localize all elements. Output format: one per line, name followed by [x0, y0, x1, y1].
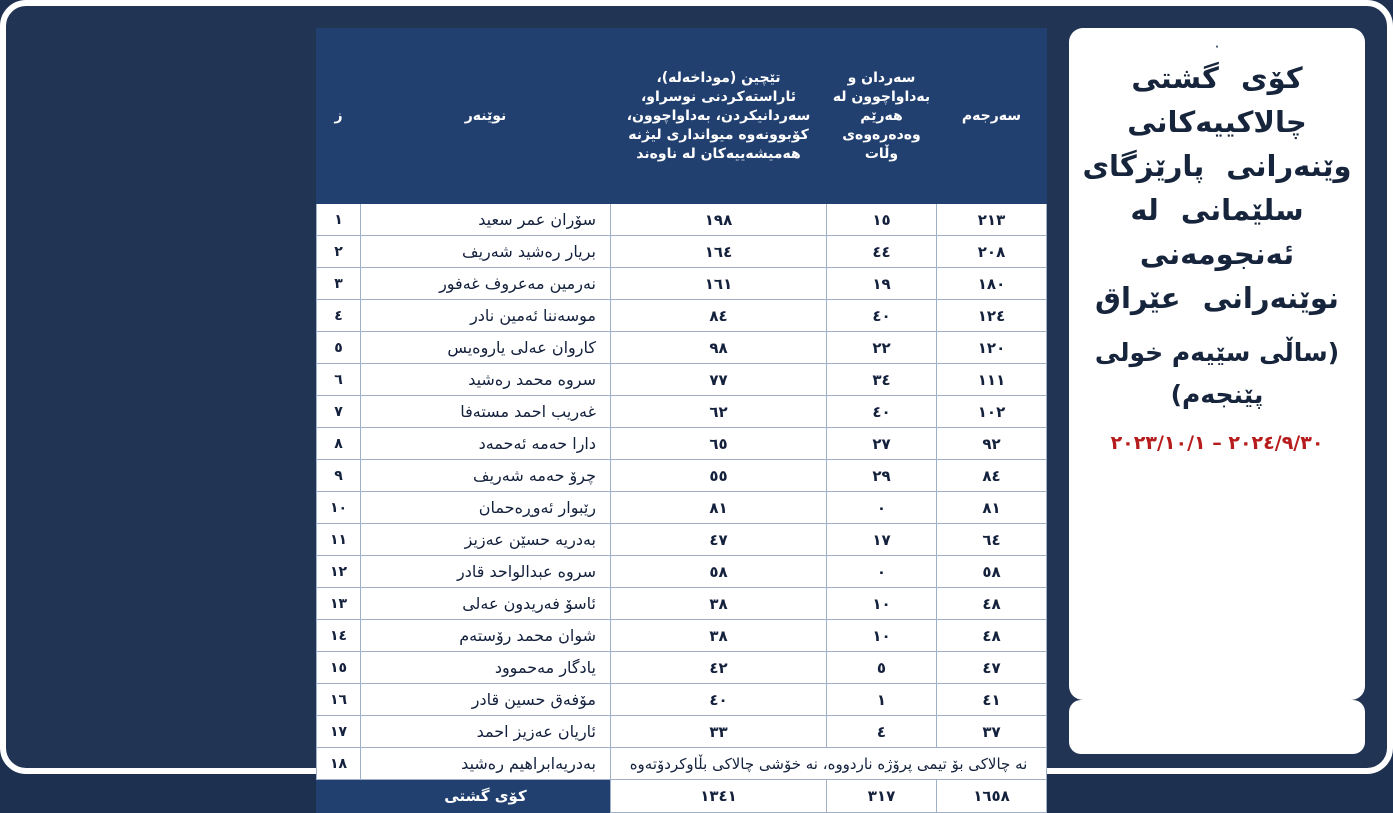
table-row — [317, 428, 1047, 460]
table-row — [317, 524, 1047, 556]
cell-name: بەدریە حسێن عەزیز — [361, 524, 611, 556]
cell-total: ١٢٠ — [937, 332, 1047, 364]
cell-visits: ٤٠ — [827, 396, 937, 428]
cell-visits: ١٩ — [827, 268, 937, 300]
cell-total: ٨٤ — [937, 460, 1047, 492]
cell-visits: ٤٤ — [827, 236, 937, 268]
table-body — [317, 204, 1047, 780]
cell-no: ٧ — [317, 396, 361, 428]
total-central: ١٣٤١ — [611, 780, 827, 813]
cell-visits: ١٠ — [827, 620, 937, 652]
table-row — [317, 364, 1047, 396]
date-range: ٢٠٢٣/١٠/١ – ٢٠٢٤/٩/٣٠ — [1110, 432, 1324, 454]
col-total: سەرجەم — [937, 29, 1047, 204]
cell-central: ٤٧ — [611, 524, 827, 556]
cell-total: ٥٨ — [937, 556, 1047, 588]
table-row — [317, 268, 1047, 300]
cell-no: ١٣ — [317, 588, 361, 620]
col-visits: سەردان و بەداواچوون لە هەرێم وەدەرەوەی وڵات — [827, 29, 937, 204]
cell-central: ٩٨ — [611, 332, 827, 364]
cell-name: سروە عبدالواحد قادر — [361, 556, 611, 588]
table-row — [317, 236, 1047, 268]
cell-name: ئاریان عەزیز احمد — [361, 716, 611, 748]
cell-central: ٨٤ — [611, 300, 827, 332]
cell-central: ٤٠ — [611, 684, 827, 716]
cell-name: موسەننا ئەمین نادر — [361, 300, 611, 332]
cell-name: سروە محمد رەشید — [361, 364, 611, 396]
activities-table — [316, 28, 1047, 813]
cell-no: ١١ — [317, 524, 361, 556]
page-subtitle: (ساڵی سێیەم خولی پێنجەم) — [1094, 338, 1340, 409]
cell-central: ٣٨ — [611, 588, 827, 620]
cell-no: ٨ — [317, 428, 361, 460]
cell-central: ٤٢ — [611, 652, 827, 684]
table-foot — [317, 780, 1047, 813]
cell-visits: ١٠ — [827, 588, 937, 620]
table-row — [317, 460, 1047, 492]
cell-name: نەرمین مەعروف غەفور — [361, 268, 611, 300]
table-row — [317, 300, 1047, 332]
cell-total: ٦٤ — [937, 524, 1047, 556]
cell-total: ١٢٤ — [937, 300, 1047, 332]
cell-no: ٦ — [317, 364, 361, 396]
cell-name: رێبوار ئەوڕەحمان — [361, 492, 611, 524]
table-row — [317, 588, 1047, 620]
cell-no: ١٧ — [317, 716, 361, 748]
cell-total: ٤١ — [937, 684, 1047, 716]
table-row — [317, 396, 1047, 428]
cell-name: دارا حەمە ئەحمەد — [361, 428, 611, 460]
cell-visits: ٣٤ — [827, 364, 937, 396]
cell-name: غەریب احمد مستەفا — [361, 396, 611, 428]
cell-central: ٦٢ — [611, 396, 827, 428]
cell-name: سۆران عمر سعید — [361, 204, 611, 236]
cell-visits: ٢٧ — [827, 428, 937, 460]
cell-visits: ٤٠ — [827, 300, 937, 332]
cell-note: نە چالاكی بۆ تیمی پرۆژە ناردووە، نە خۆشی چالاكی بڵاوكردۆتەوە — [611, 748, 1047, 780]
table-row — [317, 716, 1047, 748]
table-header-row — [317, 29, 1047, 204]
cell-central: ١٦٤ — [611, 236, 827, 268]
cell-total: ٨١ — [937, 492, 1047, 524]
cell-total: ٢٠٨ — [937, 236, 1047, 268]
activities-table-container — [317, 28, 1047, 813]
title-marker: ٠ — [1212, 37, 1222, 55]
cell-name: ئاسۆ فەریدون عەلی — [361, 588, 611, 620]
cell-no: ١٢ — [317, 556, 361, 588]
cell-central: ٣٨ — [611, 620, 827, 652]
cell-total: ٣٧ — [937, 716, 1047, 748]
cell-central: ٧٧ — [611, 364, 827, 396]
cell-visits: ٠ — [827, 492, 937, 524]
cell-name: چرۆ حەمە شەریف — [361, 460, 611, 492]
cell-visits: ١٥ — [827, 204, 937, 236]
table-row — [317, 332, 1047, 364]
cell-no: ١٦ — [317, 684, 361, 716]
cell-central: ٦٥ — [611, 428, 827, 460]
cell-total: ٤٨ — [937, 588, 1047, 620]
table-row — [317, 620, 1047, 652]
table-total-row — [317, 780, 1047, 813]
cell-no: ٣ — [317, 268, 361, 300]
cell-no: ١٥ — [317, 652, 361, 684]
table-row — [317, 492, 1047, 524]
cell-no: ٥ — [317, 332, 361, 364]
cell-name: مۆفەق حسین قادر — [361, 684, 611, 716]
cell-name: شوان محمد رۆستەم — [361, 620, 611, 652]
footer-strip — [1069, 700, 1365, 754]
cell-no: ٩ — [317, 460, 361, 492]
cell-visits: ٢٩ — [827, 460, 937, 492]
cell-name: كاروان عەلی یاروەیس — [361, 332, 611, 364]
cell-no: ١٠ — [317, 492, 361, 524]
table-row — [317, 556, 1047, 588]
total-label: كۆی گشتی — [361, 780, 611, 813]
cell-central: ٥٥ — [611, 460, 827, 492]
total-visits: ٣١٧ — [827, 780, 937, 813]
col-central-activities: تێچین (مودا‌خەلە)، ئاراستەكردنی نوسراو، سەردانیكردن، بەداواچوون، كۆبوونەوە میوانداری لیژنە هەمیشەییەكان لە ناوەند — [611, 29, 827, 204]
cell-no: ١٤ — [317, 620, 361, 652]
page-title: كۆی گشتی چالاكییەكانی وێنەرانی پارێزگای سلێمانی لە ئەنجومەنی نوێنەرانی عێراق — [1082, 61, 1352, 315]
title-panel — [1069, 28, 1365, 700]
cell-no: ٤ — [317, 300, 361, 332]
total-no-cell — [317, 780, 361, 813]
cell-total: ٩٢ — [937, 428, 1047, 460]
col-representative: نوێنەر — [361, 29, 611, 204]
table-head — [317, 29, 1047, 204]
cell-total: ١٠٢ — [937, 396, 1047, 428]
table-row — [317, 684, 1047, 716]
table-row — [317, 204, 1047, 236]
cell-no: ١٨ — [317, 748, 361, 780]
cell-no: ١ — [317, 204, 361, 236]
table-row — [317, 652, 1047, 684]
cell-visits: ٤ — [827, 716, 937, 748]
cell-visits: ١٧ — [827, 524, 937, 556]
cell-total: ١٨٠ — [937, 268, 1047, 300]
cell-total: ٢١٣ — [937, 204, 1047, 236]
cell-visits: ٠ — [827, 556, 937, 588]
cell-visits: ٢٢ — [827, 332, 937, 364]
cell-central: ٥٨ — [611, 556, 827, 588]
cell-visits: ١ — [827, 684, 937, 716]
cell-central: ٨١ — [611, 492, 827, 524]
cell-name: یادگار مەحموود — [361, 652, 611, 684]
total-sum: ١٦٥٨ — [937, 780, 1047, 813]
cell-name: بریار رەشید شەریف — [361, 236, 611, 268]
cell-visits: ٥ — [827, 652, 937, 684]
cell-total: ١١١ — [937, 364, 1047, 396]
col-number: ز — [317, 29, 361, 204]
cell-no: ٢ — [317, 236, 361, 268]
cell-name: بەدریەابراهیم رەشید — [361, 748, 611, 780]
cell-central: ٣٣ — [611, 716, 827, 748]
cell-total: ٤٨ — [937, 620, 1047, 652]
cell-total: ٤٧ — [937, 652, 1047, 684]
cell-central: ١٩٨ — [611, 204, 827, 236]
table-row-note — [317, 748, 1047, 780]
cell-central: ١٦١ — [611, 268, 827, 300]
